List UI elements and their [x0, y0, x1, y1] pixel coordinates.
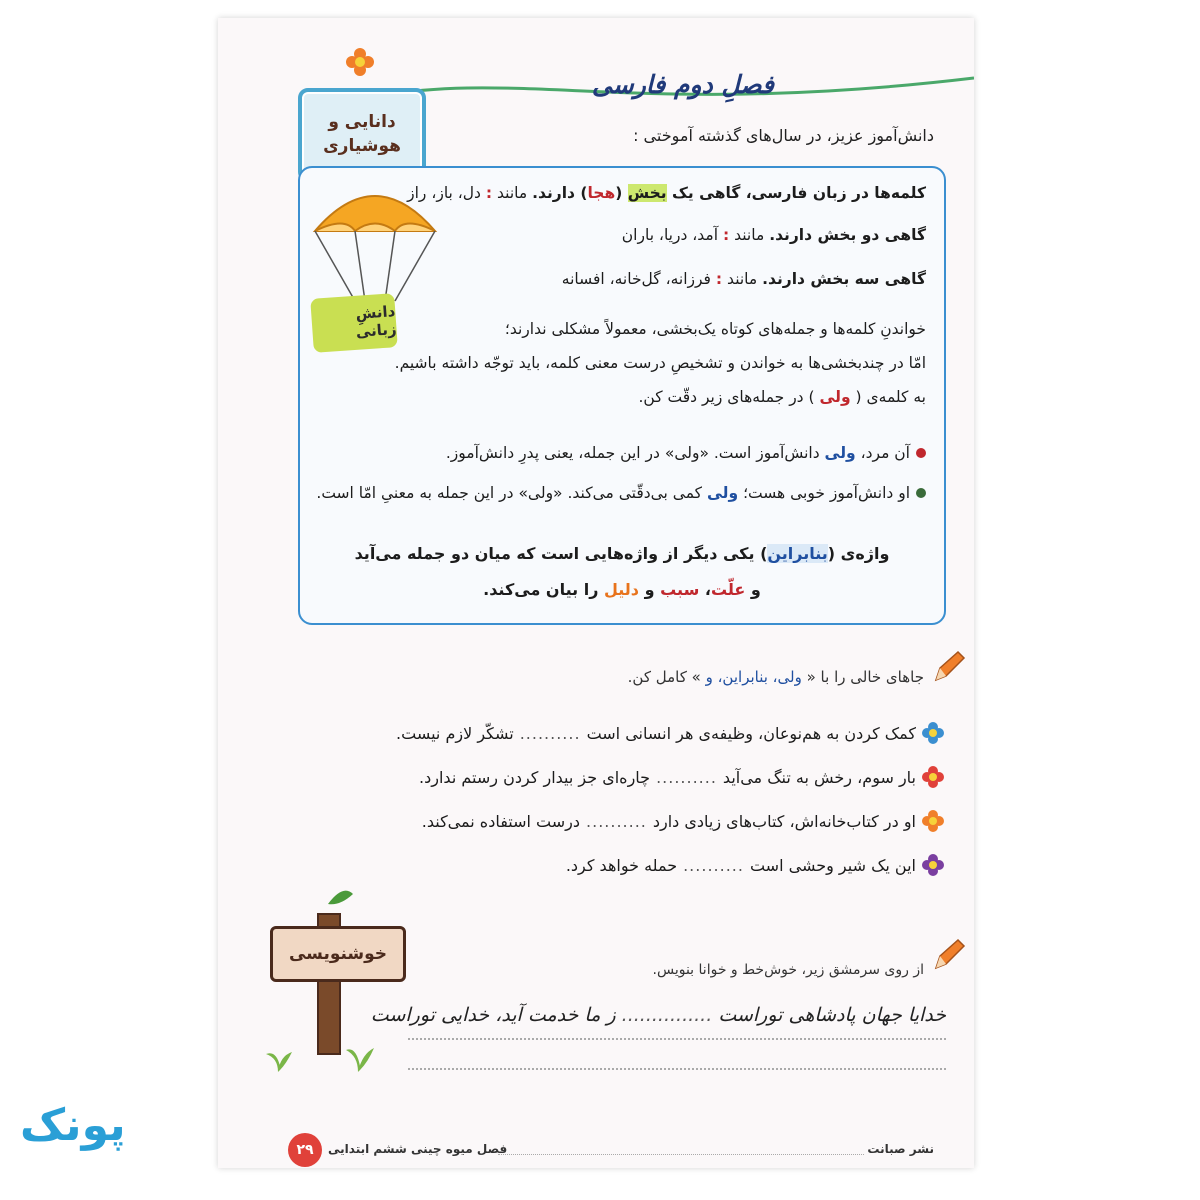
flower-red-icon — [922, 766, 944, 788]
paragraph-line-3: به کلمه‌ی ( ولی ) در جمله‌های زیر دقّت کن. — [638, 388, 926, 406]
sprouts-icon — [258, 1036, 388, 1076]
syllable-line-1: کلمه‌ها در زبان فارسی، گاهی یک بخش (هجا) دارند. مانند : دل، باز، راز — [407, 184, 926, 202]
bullet-icon — [916, 448, 926, 458]
flower-purple-icon — [922, 854, 944, 876]
exercise-row-2 — [419, 766, 944, 788]
example-line-2: او دانش‌آموز خوبی هست؛ ولی کمی بی‌دقّتی می‌کند. «ولی» در این جمله به معنیِ امّا است. — [316, 484, 926, 502]
blank-field[interactable]: .......... — [683, 855, 744, 875]
blank-field[interactable]: .......... — [656, 767, 717, 787]
pencil-icon — [930, 650, 966, 686]
concept-box — [298, 166, 946, 625]
topic-sign-line2: هوشیاری — [323, 136, 401, 156]
blank-field[interactable]: .......... — [519, 723, 581, 743]
exercise-row-1-b: تشکّر لازم نیست. — [396, 723, 514, 743]
exercise-row-4-a: این یک شیر وحشی است — [749, 855, 916, 875]
footer-book-title: فصل میوه چینی ششم ابتدایی — [328, 1142, 508, 1156]
flower-orange-icon — [922, 810, 944, 832]
linguistic-label: دانشِ زبانی — [310, 293, 398, 353]
exercise-title: جاهای خالی را با « ولی، بنابراین، و » کامل کن. — [627, 668, 924, 686]
workbook-page — [218, 18, 974, 1168]
calligraphy-model-line: خدایا جهان پادشاهی توراست ............... ز ما خدمت آید، خدایی توراست — [370, 1004, 946, 1026]
writing-line[interactable] — [408, 1068, 946, 1070]
exercise-row-1-a: کمک کردن به هم‌نوعان، وظیفه‌ی هر انسانی است — [586, 723, 916, 743]
exercise-row-4-b: حمله خواهد کرد. — [565, 855, 678, 875]
exercise-row-4 — [566, 854, 944, 876]
footer-publisher: نشر صبانت — [867, 1142, 934, 1156]
chapter-title: فصلِ دوم فارسی — [591, 70, 774, 99]
exercise-row-3-b: درست استفاده نمی‌کند. — [421, 811, 581, 831]
topic-sign-line1: دانایی و — [328, 112, 396, 133]
paragraph-line-1: خواندنِ کلمه‌ها و جمله‌های کوتاه یک‌بخشی، معمولاً مشکلی ندارند؛ — [504, 320, 926, 338]
syllable-line-2: گاهی دو بخش دارند. مانند : آمد، دریا، باران — [621, 226, 926, 244]
pencil-icon — [930, 938, 966, 974]
footer-divider — [498, 1154, 864, 1155]
exercise-row-2-a: بار سوم، رخش به تنگ می‌آید — [722, 767, 916, 787]
writing-line[interactable] — [408, 1038, 946, 1040]
calligraphy-instruction: از روی سرمشق زیر، خوش‌خط و خوانا بنویس. — [652, 962, 924, 978]
exercise-row-2-b: چاره‌ای جز بیدار کردن رستم ندارد. — [419, 767, 651, 787]
flower-icon — [346, 48, 374, 76]
exercise-row-3 — [422, 810, 944, 832]
exercise-row-1 — [396, 722, 944, 744]
conclusion-line-1: واژه‌ی (بنابراین) یکی دیگر از واژه‌هایی است که میان دو جمله می‌آید — [354, 544, 890, 563]
page-number: ۲۹ — [288, 1133, 322, 1167]
calligraphy-sign: خوشنویسی — [270, 926, 406, 982]
example-line-1: آن مرد، ولی دانش‌آموز است. «ولی» در این جمله، یعنی پدرِ دانش‌آموز. — [446, 444, 926, 462]
exercise-row-3-a: او در کتاب‌خانه‌اش، کتاب‌های زیادی دارد — [652, 811, 916, 831]
paragraph-line-2: امّا در چندبخشی‌ها به خواندن و تشخیصِ درست معنی کلمه، باید توجّه داشته باشیم. — [394, 354, 926, 372]
flower-blue-icon — [922, 722, 944, 744]
blank-field[interactable]: .......... — [586, 811, 647, 831]
site-logo: پونک — [20, 1100, 126, 1151]
conclusion-line-2: و علّت، سبب و دلیل را بیان می‌کند. — [483, 580, 761, 599]
syllable-line-3: گاهی سه بخش دارند. مانند : فرزانه، گل‌خانه، افسانه — [561, 270, 926, 288]
intro-text: دانش‌آموز عزیز، در سال‌های گذشته آموختی : — [633, 126, 934, 145]
bullet-icon — [916, 488, 926, 498]
